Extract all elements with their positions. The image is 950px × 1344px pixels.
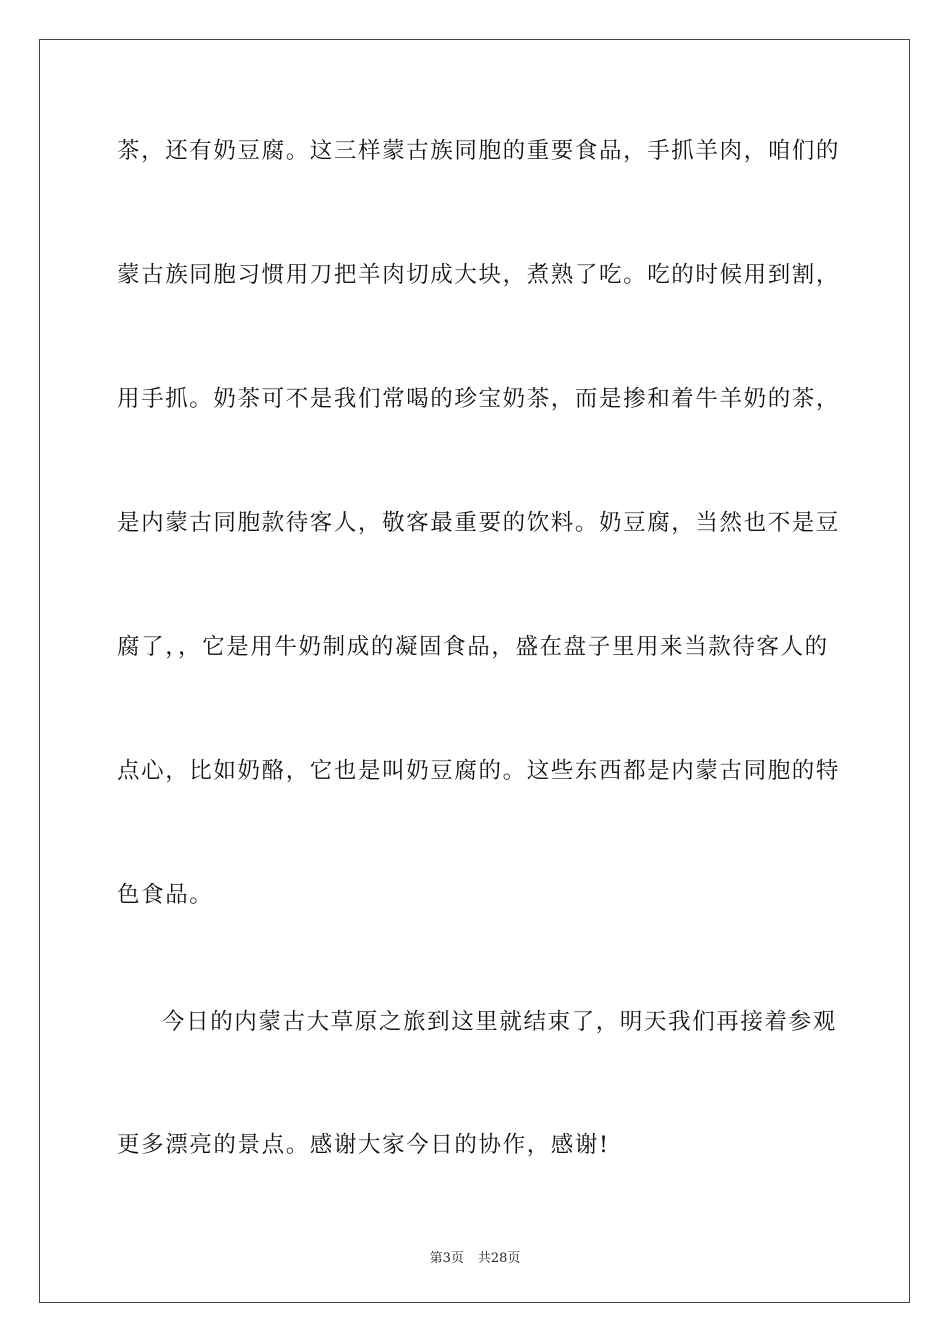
page-total: 共28页 <box>477 1251 521 1266</box>
body-text-line: 腐了，，它是用牛奶制成的凝固食品，盛在盘子里用来当款待客人的 <box>117 634 829 660</box>
body-text-line: 色食品。 <box>117 882 214 908</box>
page-number: 第3页 <box>429 1251 464 1266</box>
body-text-line: 更多漂亮的景点。感谢大家今日的协作，感谢! <box>117 1132 610 1158</box>
page-frame <box>39 39 910 1303</box>
body-text-line: 茶，还有奶豆腐。这三样蒙古族同胞的重要食品，手抓羊肉，咱们的 <box>117 138 841 164</box>
body-text-line: 蒙古族同胞习惯用刀把羊肉切成大块，煮熟了吃。吃的时候用到割， <box>117 262 841 288</box>
body-text-line: 是内蒙古同胞款待客人，敬客最重要的饮料。奶豆腐，当然也不是豆 <box>117 510 841 536</box>
body-text-line: 用手抓。奶茶可不是我们常喝的珍宝奶茶，而是掺和着牛羊奶的茶， <box>117 386 841 412</box>
paragraph-first-line: 今日的内蒙古大草原之旅到这里就结束了，明天我们再接着参观 <box>162 1009 837 1035</box>
body-text-line: 点心，比如奶酪，它也是叫奶豆腐的。这些东西都是内蒙古同胞的特 <box>117 758 841 784</box>
page-footer <box>0 1247 950 1266</box>
